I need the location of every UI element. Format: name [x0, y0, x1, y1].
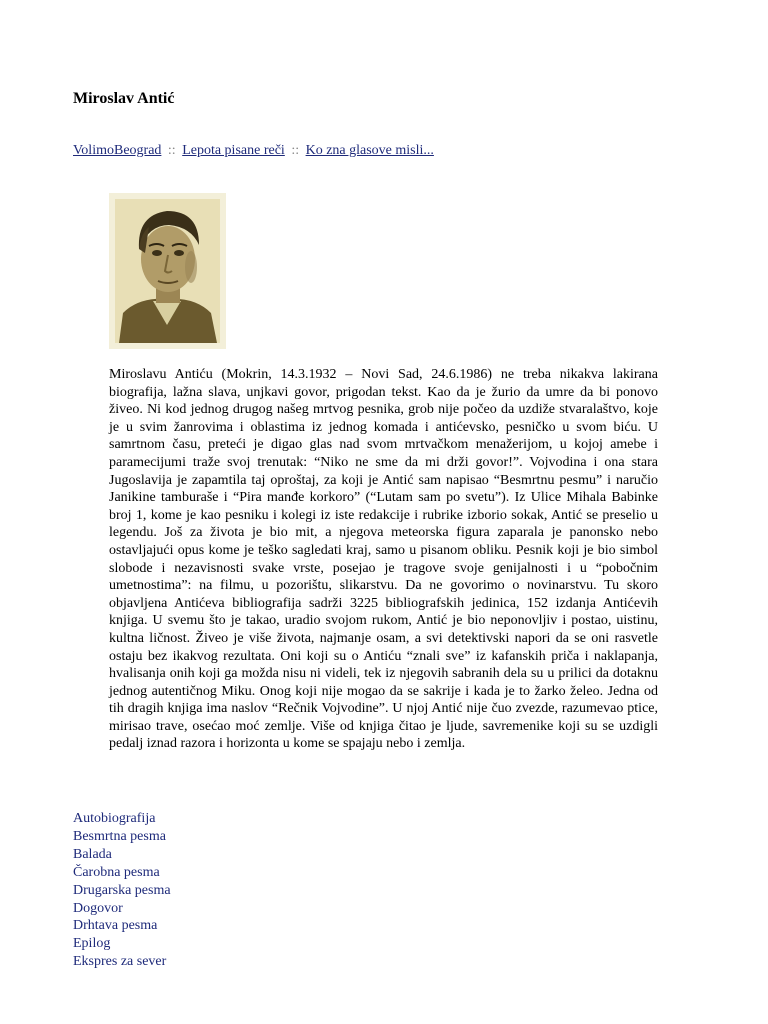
poem-link-balada[interactable]: Balada: [73, 846, 112, 862]
poem-link-autobiografija[interactable]: Autobiografija: [73, 811, 156, 826]
list-item: [73, 935, 171, 953]
poem-link-ekspres-za-sever[interactable]: Ekspres za sever: [73, 954, 167, 970]
breadcrumb-link-ko-zna-glasove-misli[interactable]: Ko zna glasove misli...: [305, 143, 434, 158]
biography-text: Miroslavu Antiću (Mokrin, 14.3.1932 – Novi Sad, 24.6.1986) ne treba nikakva lakirana biografija, lažna slava, unjkavi govor, prigodan tekst. Kao da je žurio da umre da bi ponovo živeo. Ni kod jednog drugog našeg mrtvog pesnika, grob nije počeo da uzdiže stvaralaštvo, koje je u svim žanrovima i oblastima iz jednog komada i antićevsko, pesničko u svom biću. U samrtnom času, preteći je digao glas nad svom mrtvačkom menažerijom, u kojoj amebe i paramecijumi traže svoj trenutak: “Niko ne sme da mi drži govor!”. Vojvodina i ona stara Jugoslavija je zapamtila taj oproštaj, za koji je Antić sam napisao “Besmrtnu pesmu” i naručio Janikine tamburaše i “Pira manđe korkoro” (“Lutam sam po svetu”). Iz Ulice Mihala Babinke broj 1, kome je kao pesniku i kolegi iz iste redakcije i rubrike izborio sokak, Antić se preselio u legendu. Još za života je bio mit, a njegova meteorska figura zaparala je panonsko nebo ostavljajući opus kome je teško sagledati kraj, samo u pisanom obliku. Pesnik koji je bio simbol slobode i nezavisnosti svake vrste, posejao je tragove svoje genijalnosti i u “pobočnim umetnostima”: na filmu, u pozorištu, slikarstvu. Da ne govorimo o novinarstvu. Tu skoro objavljena Antićeva bibliografija sadrži 3225 bibliografskih jedinica, 152 izdanja Antićevih knjiga. U svemu što je takao, uradio svojom rukom, Antić je bio neponovljiv i postao, uistinu, kultna ličnost. Živeo je više života, najmanje osam, a svi detektivski napori da se oni rasvetle ostaju bez ikakvog rezultata. Oni koji su o Antiću “znali sve” iz kafanskih priča i naklapanja, hvalisanja onih koji ga možda nisu ni videli, tek iz njegovih sabranih dela su u prilici da dotaknu jednog autentičnog Miku. Onog koji nije mogao da se sakrije i kada je to žarko želeo. Jedna od tih dragih knjiga ima naslov “Rečnik Vojvodine”. U njoj Antić nije čuo zvezde, razumevao ptice, mirisao trave, osećao moć zemlje. Više od knjiga čitao je ljude, savremenike koji su se uzdigli pedalj iznad razora i horizonta u kome se spajaju nebo i zemlja.: [109, 367, 658, 752]
list-item: [73, 828, 171, 846]
page-title: Miroslav Antić: [73, 90, 175, 107]
list-item: [73, 917, 171, 935]
list-item: [73, 882, 171, 900]
poem-link-carobna-pesma[interactable]: Čarobna pesma: [73, 864, 160, 880]
list-item: [73, 953, 171, 971]
poem-link-besmrtna-pesma[interactable]: Besmrtna pesma: [73, 828, 166, 844]
breadcrumb-link-lepota-pisane-reci[interactable]: Lepota pisane reči: [182, 143, 285, 158]
breadcrumb-separator: ::: [167, 143, 176, 158]
poem-link-dogovor[interactable]: Dogovor: [73, 900, 123, 916]
list-item: [73, 864, 171, 882]
poem-link-drugarska-pesma[interactable]: Drugarska pesma: [73, 882, 171, 898]
author-portrait: [109, 193, 226, 349]
breadcrumb-link-volimobeograd[interactable]: VolimoBeograd: [73, 143, 162, 158]
portrait-image: [109, 193, 226, 349]
breadcrumb: [73, 143, 434, 159]
list-item: [73, 846, 171, 864]
list-item: [73, 810, 171, 828]
poem-link-epilog[interactable]: Epilog: [73, 936, 111, 952]
poem-link-drhtava-pesma[interactable]: Drhtava pesma: [73, 918, 158, 934]
list-item: [73, 900, 171, 918]
poem-list: [73, 810, 171, 971]
breadcrumb-separator: ::: [291, 143, 300, 158]
